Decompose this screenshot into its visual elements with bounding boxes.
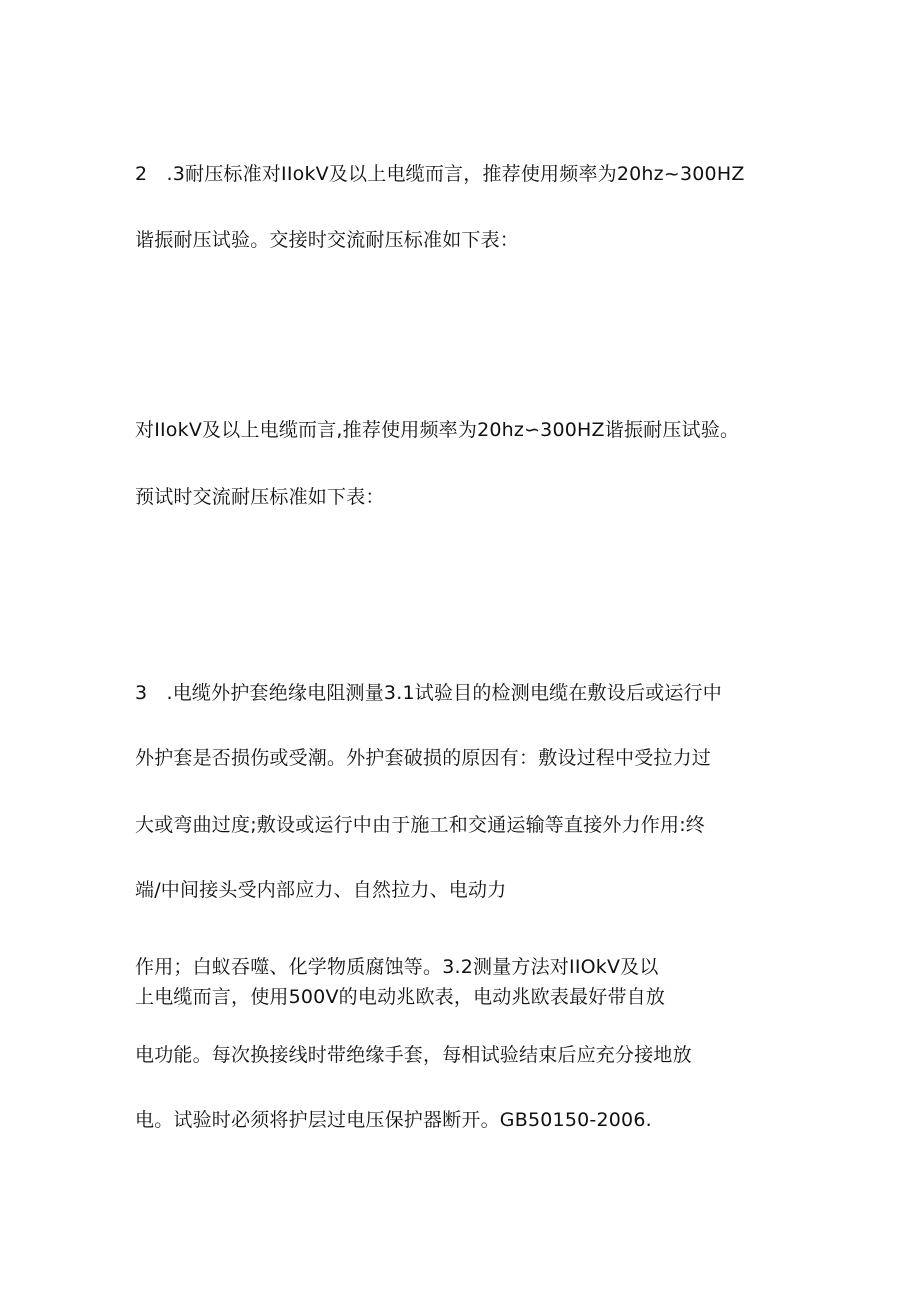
text-line-9: 作用；白蚁吞噬、化学物质腐蚀等。3.2测量方法对IIOkV及以 [135,956,659,978]
text-line-10: 上电缆而言，使用500V的电动兆欧表，电动兆欧表最好带自放 [135,986,666,1008]
text-line-2: 谐振耐压试验。交接时交流耐压标准如下表： [135,229,520,251]
text-line-1: 2 .3耐压标准对IIokV及以上电缆而言，推荐使用频率为20hz~300HZ [135,163,745,185]
text-line-3: 对IIokV及以上电缆而言,推荐使用频率为20hz∽300HZ谐振耐压试验。 [135,419,740,441]
text-line-8: 端/中间接头受内部应力、自然拉力、电动力 [135,879,507,901]
text-line-5: 3 .电缆外护套绝缘电阻测量3.1试验目的检测电缆在敷设后或运行中 [135,682,722,704]
text-line-12: 电。试验时必须将护层过电压保护器断开。GB50150-2006. [135,1109,652,1131]
text-line-4: 预试时交流耐压标准如下表： [135,486,385,508]
text-line-6: 外护套是否损伤或受潮。外护套破损的原因有：敷设过程中受拉力过 [135,747,712,769]
text-line-7: 大或弯曲过度;敷设或运行中由于施工和交通运输等直接外力作用:终 [135,814,706,836]
text-line-11: 电功能。每次换接线时带绝缘手套，每相试验结束后应充分接地放 [135,1044,692,1066]
